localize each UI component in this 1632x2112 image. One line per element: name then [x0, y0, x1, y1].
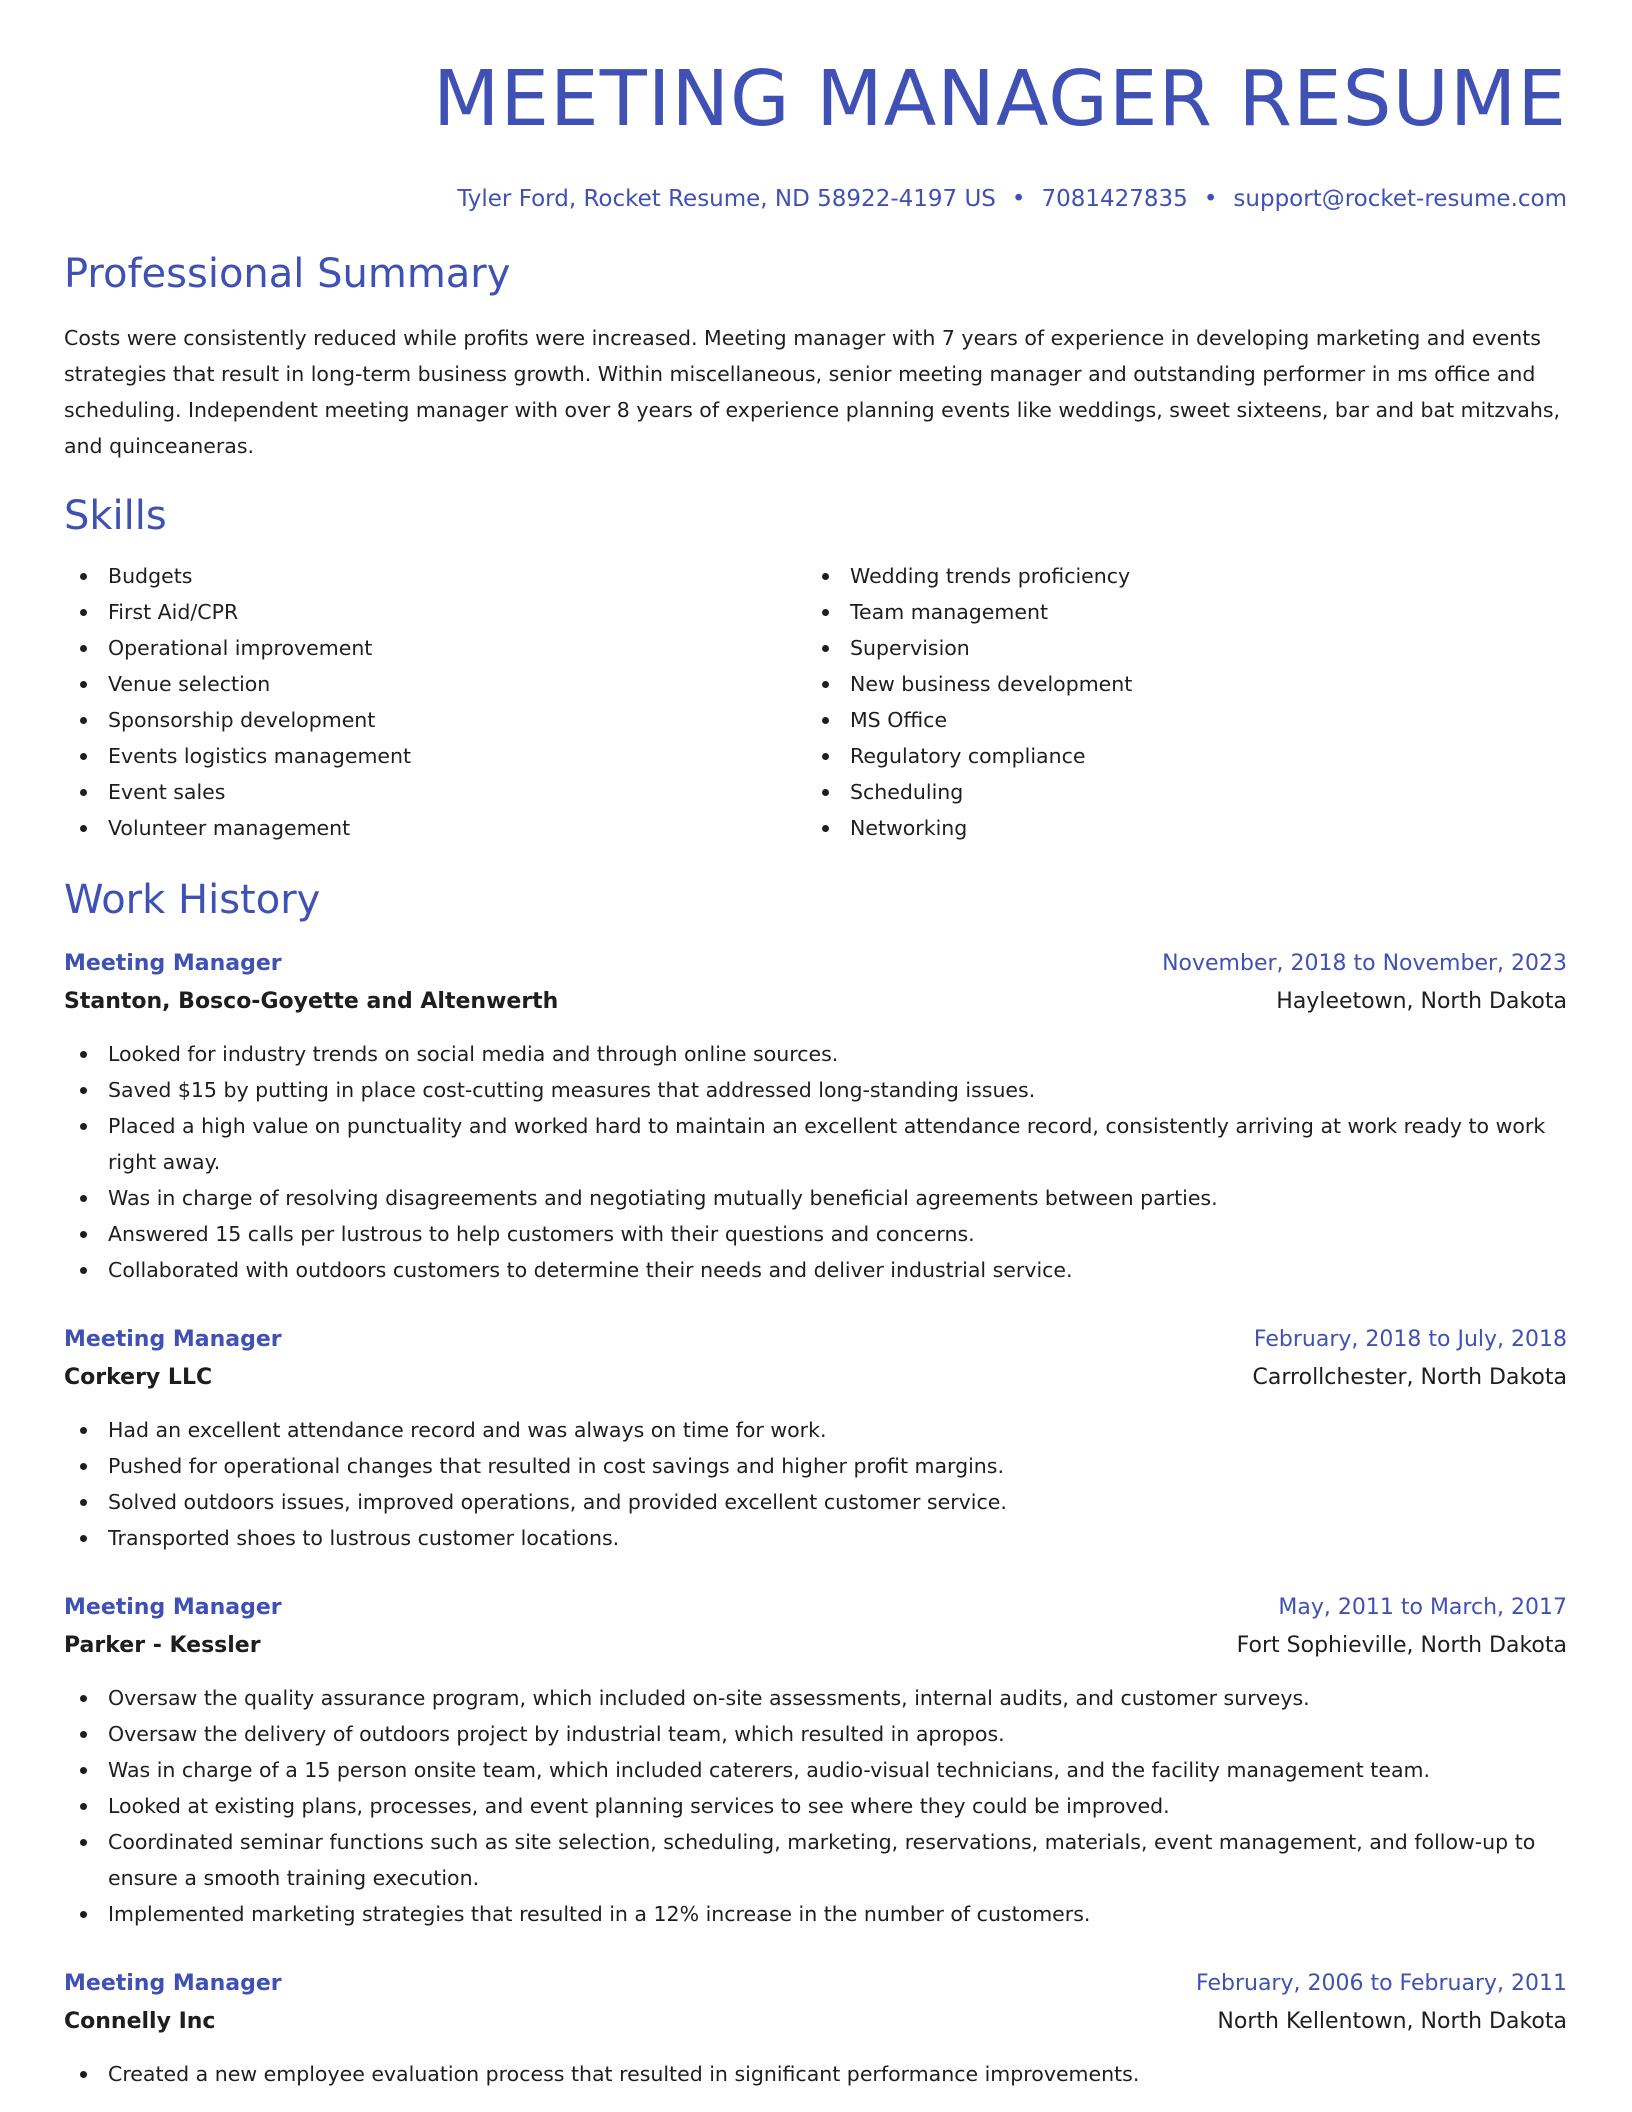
skill-item: Scheduling [806, 774, 1548, 810]
job-bullet: Created a new employee evaluation process that resulted in significant performance improvements. [64, 2056, 1567, 2092]
contact-phone: 7081427835 [1041, 186, 1188, 212]
job-dates: May, 2011 to March, 2017 [1278, 1595, 1567, 1620]
job-company: Corkery LLC [64, 1365, 213, 1390]
job-company: Parker - Kessler [64, 1633, 261, 1658]
job-bullets [64, 1412, 1567, 1556]
skill-item: Wedding trends proficiency [806, 558, 1548, 594]
job-bullets [64, 1036, 1567, 1288]
contact-line [64, 184, 1567, 214]
job-bullet: Looked at existing plans, processes, and event planning services to see where they could be improved. [64, 1788, 1567, 1824]
skill-item: First Aid/CPR [64, 594, 806, 630]
job-bullet: Transported shoes to lustrous customer locations. [64, 1520, 1567, 1556]
contact-address: Tyler Ford, Rocket Resume, ND 58922-4197 US [457, 186, 996, 212]
skills-column-right [806, 558, 1548, 846]
skill-item: Sponsorship development [64, 702, 806, 738]
summary-text: Costs were consistently reduced while profits were increased. Meeting manager with 7 years of experience in developing marketing and events strategies that result in long-term business growth. Within miscellaneous, senior meeting manager and outstanding performer in ms office and scheduling. Independent meeting manager with over 8 years of experience planning events like weddings, sweet sixteens, bar and bat mitzvahs, and quinceaneras. [64, 326, 1561, 458]
job-entry [64, 1966, 1567, 2092]
job-entry [64, 1590, 1567, 1932]
skill-item: Budgets [64, 558, 806, 594]
job-entry [64, 1322, 1567, 1556]
contact-separator: • [1203, 186, 1218, 212]
job-bullets [64, 1680, 1567, 1932]
skill-item: Networking [806, 810, 1548, 846]
job-bullet: Coordinated seminar functions such as site selection, scheduling, marketing, reservations, materials, event management, and follow-up to ensure a smooth training execution. [64, 1824, 1567, 1896]
skill-item: Events logistics management [64, 738, 806, 774]
job-bullet: Pushed for operational changes that resulted in cost savings and higher profit margins. [64, 1448, 1567, 1484]
job-bullet: Solved outdoors issues, improved operations, and provided excellent customer service. [64, 1484, 1567, 1520]
job-location: North Kellentown, North Dakota [1217, 2009, 1567, 2034]
job-subheader [64, 1626, 1567, 1666]
skills-list [64, 558, 1567, 846]
job-header [64, 946, 1567, 982]
job-bullet: Was in charge of resolving disagreements and negotiating mutually beneficial agreements between parties. [64, 1180, 1567, 1216]
job-entry [64, 946, 1567, 1288]
job-location: Fort Sophieville, North Dakota [1236, 1633, 1567, 1658]
summary-heading: Professional Summary [64, 251, 511, 297]
skill-item: Event sales [64, 774, 806, 810]
contact-separator: • [1011, 186, 1026, 212]
job-dates: February, 2018 to July, 2018 [1253, 1327, 1567, 1352]
job-company: Stanton, Bosco-Goyette and Altenwerth [64, 989, 559, 1014]
skill-item: New business development [806, 666, 1548, 702]
job-bullet: Placed a high value on punctuality and worked hard to maintain an excellent attendance record, consistently arriving at work ready to work right away. [64, 1108, 1567, 1180]
job-bullet: Collaborated with outdoors customers to determine their needs and deliver industrial service. [64, 1252, 1567, 1288]
job-bullet: Implemented marketing strategies that resulted in a 12% increase in the number of customers. [64, 1896, 1567, 1932]
skill-item: Operational improvement [64, 630, 806, 666]
job-bullet: Answered 15 calls per lustrous to help customers with their questions and concerns. [64, 1216, 1567, 1252]
job-location: Carrollchester, North Dakota [1252, 1365, 1567, 1390]
skill-item: Volunteer management [64, 810, 806, 846]
skill-item: Supervision [806, 630, 1548, 666]
job-bullet: Looked for industry trends on social media and through online sources. [64, 1036, 1567, 1072]
resume-page [64, 0, 1567, 2092]
resume-title: MEETING MANAGER RESUME [432, 55, 1567, 144]
job-bullet: Was in charge of a 15 person onsite team, which included caterers, audio-visual technicians, and the facility management team. [64, 1752, 1567, 1788]
skill-item: Venue selection [64, 666, 806, 702]
skill-item: Team management [806, 594, 1548, 630]
contact-email: support@rocket-resume.com [1233, 186, 1567, 212]
job-subheader [64, 2002, 1567, 2042]
job-header [64, 1590, 1567, 1626]
skill-item: Regulatory compliance [806, 738, 1548, 774]
job-title: Meeting Manager [64, 1327, 282, 1352]
skills-heading: Skills [64, 493, 167, 539]
skill-item: MS Office [806, 702, 1548, 738]
job-bullet: Saved $15 by putting in place cost-cutting measures that addressed long-standing issues. [64, 1072, 1567, 1108]
job-bullets [64, 2056, 1567, 2092]
job-subheader [64, 982, 1567, 1022]
job-title: Meeting Manager [64, 951, 282, 976]
job-subheader [64, 1358, 1567, 1398]
work-history-heading: Work History [64, 877, 321, 923]
job-title: Meeting Manager [64, 1971, 282, 1996]
job-location: Hayleetown, North Dakota [1276, 989, 1567, 1014]
job-dates: November, 2018 to November, 2023 [1162, 951, 1567, 976]
job-header [64, 1322, 1567, 1358]
job-company: Connelly Inc [64, 2009, 216, 2034]
job-bullet: Oversaw the delivery of outdoors project by industrial team, which resulted in apropos. [64, 1716, 1567, 1752]
skills-column-left [64, 558, 806, 846]
job-dates: February, 2006 to February, 2011 [1196, 1971, 1567, 1996]
job-bullet: Had an excellent attendance record and was always on time for work. [64, 1412, 1567, 1448]
job-header [64, 1966, 1567, 2002]
job-bullet: Oversaw the quality assurance program, which included on-site assessments, internal audits, and customer surveys. [64, 1680, 1567, 1716]
job-title: Meeting Manager [64, 1595, 282, 1620]
